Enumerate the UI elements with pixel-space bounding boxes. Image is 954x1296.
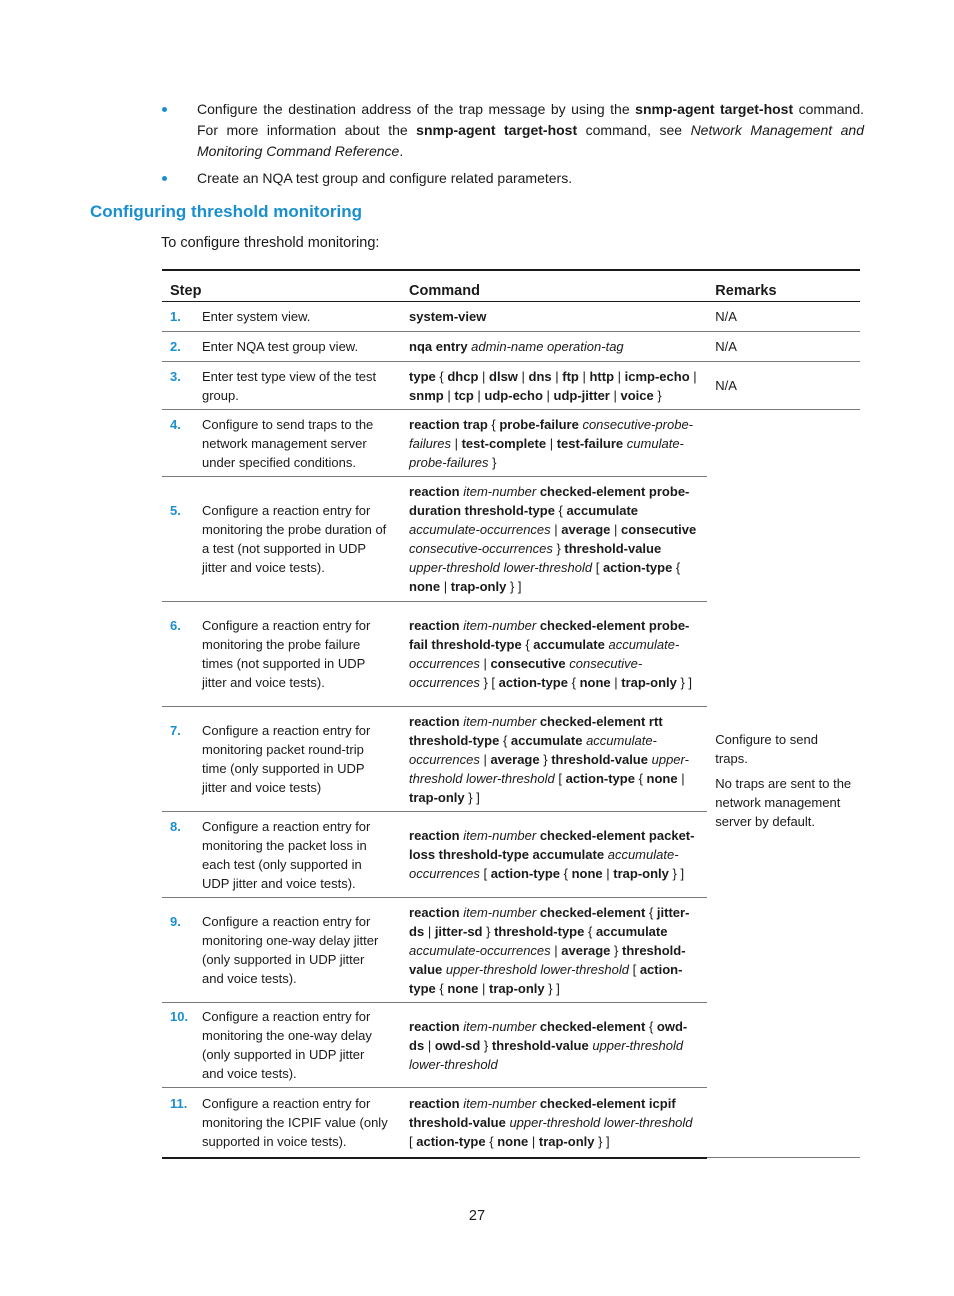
step-cell — [162, 707, 401, 812]
bold-keyword: trap-only — [613, 866, 669, 881]
text-run: [ — [409, 1133, 417, 1149]
remark-paragraph: Configure to send traps. — [715, 732, 818, 766]
text-run: | — [689, 368, 697, 384]
bold-keyword: reaction — [409, 828, 460, 843]
bold-keyword: icmp-echo — [624, 368, 690, 384]
bold-keyword: ftp — [562, 368, 579, 384]
command-cell — [401, 332, 707, 362]
command-cell — [401, 812, 707, 898]
text-run: command. For more information about the — [197, 101, 864, 138]
step-description: Configure a reaction entry for monitoring the probe failure times (not supported in UDP jitter and voice tests). — [202, 618, 371, 690]
bold-keyword: dlsw — [489, 368, 518, 384]
italic-argument: accumulate-occurrences — [409, 942, 551, 958]
bold-keyword: consecutive — [490, 656, 566, 671]
italic-argument: item-number — [463, 1018, 537, 1034]
bold-keyword: none — [497, 1133, 529, 1149]
step-number: 7. — [170, 723, 181, 738]
text-run: | — [443, 387, 455, 403]
bold-keyword: voice — [620, 387, 654, 403]
intro-text: To configure threshold monitoring: — [161, 235, 380, 251]
step-number: 8. — [170, 818, 181, 834]
bold-keyword: checked-element probe-fail threshold-type — [409, 618, 690, 652]
bold-keyword: snmp-agent target-host — [635, 101, 794, 117]
bold-keyword: checked-element rtt threshold-type — [409, 713, 663, 748]
italic-argument: consecutive-probe-failures — [409, 416, 694, 451]
bold-keyword: test-failure — [556, 435, 624, 451]
command-cell — [401, 362, 707, 410]
text-run: | — [478, 368, 490, 384]
step-description: Configure a reaction entry for monitoring the ICPIF value (only supported in voice tests). — [202, 1095, 388, 1149]
step-description: Enter test type view of the test group. — [202, 368, 377, 403]
bold-keyword: none — [571, 866, 603, 881]
bold-keyword: jitter-ds — [409, 904, 690, 939]
text-run: [ — [628, 961, 640, 977]
step-cell — [162, 332, 401, 362]
text-run: { — [499, 732, 511, 748]
text-run: } — [488, 454, 497, 470]
step-cell — [162, 410, 401, 477]
text-run: } — [539, 751, 552, 767]
italic-argument: accumulate-occurrences — [409, 637, 680, 671]
text-run: { — [584, 923, 596, 939]
text-run: | — [517, 368, 529, 384]
text-run: | — [440, 579, 451, 594]
step-cell — [162, 362, 401, 410]
bold-keyword: action-type — [498, 675, 568, 690]
bold-keyword: none — [409, 579, 441, 594]
bold-keyword: accumulate — [510, 732, 583, 748]
header-remarks: Remarks — [707, 270, 860, 302]
text-run: | — [542, 387, 554, 403]
bold-keyword: threshold-value — [551, 751, 648, 767]
command-cell — [401, 477, 707, 602]
text-run: | — [578, 368, 590, 384]
bold-keyword: checked-element icpif threshold-value — [409, 1095, 676, 1130]
bold-keyword: threshold-type — [494, 923, 585, 939]
bold-keyword: reaction — [409, 618, 460, 633]
step-number: 10. — [170, 1009, 189, 1024]
text-run: } ] — [676, 675, 693, 690]
text-run: | — [610, 522, 622, 537]
remarks-cell-shared — [707, 410, 860, 1158]
text-run: | — [610, 675, 622, 690]
step-number: 5. — [170, 503, 181, 518]
bold-keyword: test-complete — [461, 435, 547, 451]
bold-keyword: none — [579, 675, 611, 690]
bold-keyword: checked-element — [539, 1018, 646, 1034]
step-number: 6. — [170, 618, 181, 633]
remarks-cell: N/A — [707, 332, 860, 362]
text-run: [ — [592, 560, 603, 575]
bold-keyword: reaction — [409, 1018, 460, 1034]
step-number: 2. — [170, 339, 181, 354]
italic-argument: consecutive-occurrences — [409, 656, 643, 690]
bold-keyword: reaction — [409, 713, 460, 729]
bold-keyword: udp-jitter — [553, 387, 610, 403]
step-number: 1. — [170, 309, 181, 324]
text-run: { — [485, 1133, 498, 1149]
bold-keyword: tcp — [454, 387, 474, 403]
table-row — [162, 302, 860, 332]
text-run: { — [634, 770, 647, 786]
text-run: [ — [479, 866, 491, 881]
text-run: { — [521, 637, 534, 652]
italic-argument: accumulate-occurrences — [409, 847, 679, 881]
text-run: | — [609, 387, 621, 403]
bullet-text — [197, 101, 864, 159]
step-description: Configure a reaction entry for monitoring the packet loss in each test (only supported in UDP jitter and voice tests). — [202, 818, 371, 891]
table-row — [162, 410, 860, 477]
text-run: } — [480, 1037, 492, 1053]
italic-argument: item-number — [463, 484, 537, 499]
bold-keyword: checked-element — [539, 904, 646, 920]
italic-argument: accumulate-occurrences — [409, 732, 657, 767]
bold-keyword: trap-only — [538, 1133, 595, 1149]
italic-argument: accumulate-occurrences — [409, 522, 551, 537]
italic-argument: consecutive-occurrences — [409, 541, 553, 556]
bold-keyword: checked-element probe-duration threshold-type — [409, 484, 690, 518]
remarks-cell: N/A — [707, 362, 860, 410]
bold-keyword: action-type — [565, 770, 635, 786]
bold-keyword: action-type — [602, 560, 673, 575]
table-body — [162, 302, 860, 1158]
command-cell — [401, 602, 707, 707]
bold-keyword: snmp-agent target-host — [416, 122, 578, 138]
bold-keyword: reaction — [409, 484, 460, 499]
step-number: 3. — [170, 368, 181, 384]
bold-keyword: reaction — [409, 904, 460, 920]
italic-argument: admin-name operation-tag — [471, 339, 624, 354]
command-cell — [401, 302, 707, 332]
bold-keyword: jitter-sd — [434, 923, 483, 939]
italic-argument: item-number — [463, 828, 537, 843]
step-cell — [162, 898, 401, 1003]
italic-argument: item-number — [463, 713, 537, 729]
text-run: | — [614, 368, 625, 384]
command-cell — [401, 707, 707, 812]
text-run: | — [424, 1037, 435, 1053]
bold-keyword: accumulate — [566, 503, 639, 518]
header-command: Command — [401, 270, 707, 302]
bold-keyword: action-type — [416, 1133, 486, 1149]
text-run: { — [487, 416, 500, 432]
bold-keyword: nqa entry — [409, 339, 468, 354]
table-row — [162, 362, 860, 410]
italic-argument: item-number — [463, 904, 537, 920]
step-description: Configure a reaction entry for monitoring packet round-trip time (only supported in UDP jitter and voice tests) — [202, 723, 371, 795]
italic-argument: upper-threshold lower-threshold — [409, 560, 593, 575]
italic-argument: upper-threshold lower-threshold — [409, 1037, 684, 1072]
italic-argument: upper-threshold lower-threshold — [509, 1114, 693, 1130]
bold-keyword: dns — [528, 368, 552, 384]
header-step: Step — [162, 270, 401, 302]
text-run: { — [567, 675, 580, 690]
text-run: } — [653, 387, 662, 403]
text-run: [ — [554, 770, 566, 786]
text-run: Configure the destination address of the trap message by using the — [197, 101, 636, 117]
bold-keyword: accumulate — [533, 637, 605, 652]
bold-keyword: reaction — [409, 1095, 460, 1111]
bold-keyword: http — [589, 368, 615, 384]
text-run: | — [424, 923, 435, 939]
bold-keyword: type — [409, 368, 436, 384]
bold-keyword: threshold-value — [409, 942, 686, 977]
bullet-item — [160, 168, 864, 189]
bullet-item — [160, 99, 864, 162]
text-run: | — [546, 435, 557, 451]
bold-keyword: udp-echo — [484, 387, 543, 403]
italic-argument: item-number — [463, 618, 537, 633]
text-run: | — [473, 387, 485, 403]
text-run: { — [645, 904, 657, 920]
bold-keyword: owd-sd — [434, 1037, 481, 1053]
italic-argument: upper-threshold lower-threshold — [445, 961, 629, 977]
bold-keyword: consecutive — [621, 522, 697, 537]
text-run: | — [479, 751, 491, 767]
bold-keyword: reaction trap — [409, 416, 488, 432]
bold-keyword: owd-ds — [409, 1018, 688, 1053]
step-description: Configure a reaction entry for monitoring the one-way delay (only supported in UDP jitter and voice tests). — [202, 1009, 372, 1081]
text-run: } ] — [544, 980, 560, 996]
bold-keyword: none — [646, 770, 678, 786]
bold-keyword: average — [561, 942, 611, 958]
section-heading: Configuring threshold monitoring — [90, 202, 362, 221]
bold-keyword: probe-failure — [499, 416, 579, 432]
bold-keyword: action-type — [490, 866, 561, 881]
text-run: | — [528, 1133, 539, 1149]
bold-keyword: trap-only — [450, 579, 507, 594]
text-run: | — [550, 942, 562, 958]
command-cell — [401, 898, 707, 1003]
step-cell — [162, 477, 401, 602]
remark-paragraph: No traps are sent to the network management server by default. — [715, 776, 852, 829]
bullet-dot-icon — [162, 107, 167, 112]
text-run: { — [672, 560, 681, 575]
text-run: } [ — [479, 675, 499, 690]
step-cell — [162, 302, 401, 332]
bold-keyword: average — [561, 522, 611, 537]
text-run: { — [554, 503, 567, 518]
bold-keyword: threshold-value — [491, 1037, 589, 1053]
italic-argument: item-number — [463, 1095, 537, 1111]
text-run: | — [479, 656, 491, 671]
text-run: | — [551, 368, 563, 384]
bullet-text — [197, 170, 572, 186]
text-run: } ] — [464, 789, 480, 805]
bold-keyword: trap-only — [621, 675, 677, 690]
step-cell — [162, 1088, 401, 1158]
step-description: Configure a reaction entry for monitoring one-way delay jitter (only supported in UDP jitter and voice tests). — [202, 914, 379, 986]
bold-keyword: checked-element packet-loss threshold-type accumulate — [409, 828, 695, 862]
italic-argument: upper-threshold lower-threshold — [409, 751, 689, 786]
text-run: { — [645, 1018, 657, 1034]
bold-keyword: none — [447, 980, 479, 996]
text-run: . — [399, 143, 404, 159]
bold-keyword: action-type — [409, 961, 683, 996]
text-run: { — [435, 980, 448, 996]
step-number: 4. — [170, 416, 181, 432]
bold-keyword: average — [490, 751, 540, 767]
text-run: | — [450, 435, 462, 451]
text-run: Create an NQA test group and configure related parameters. — [197, 170, 573, 186]
step-number: 11. — [170, 1095, 188, 1111]
bold-keyword: trap-only — [489, 980, 545, 996]
step-description: Configure a reaction entry for monitoring the probe duration of a test (not supported in UDP jitter and voice tests). — [202, 503, 387, 575]
bold-keyword: trap-only — [409, 789, 465, 805]
step-cell — [162, 602, 401, 707]
page-number: 27 — [468, 1208, 486, 1224]
step-cell — [162, 1003, 401, 1088]
text-run: } — [482, 923, 495, 939]
text-run: } ] — [506, 579, 522, 594]
remarks-cell: N/A — [707, 302, 860, 332]
command-table — [162, 269, 860, 1159]
italic-argument: cumulate-probe-failures — [409, 435, 684, 470]
bold-keyword: dhcp — [447, 368, 479, 384]
bold-keyword: system-view — [409, 309, 487, 324]
bold-keyword: accumulate — [595, 923, 668, 939]
bullet-dot-icon — [162, 176, 167, 181]
text-run: } ] — [668, 866, 685, 881]
bullet-list — [160, 99, 864, 195]
text-run: } ] — [594, 1133, 610, 1149]
step-description: Enter system view. — [202, 309, 311, 324]
text-run: } — [552, 541, 565, 556]
text-run: command, see — [577, 122, 691, 138]
step-cell — [162, 812, 401, 898]
text-run: | — [478, 980, 490, 996]
text-run: | — [677, 770, 685, 786]
command-cell — [401, 1003, 707, 1088]
table-row — [162, 332, 860, 362]
step-number: 9. — [170, 914, 181, 929]
text-run: | — [602, 866, 614, 881]
text-run: { — [435, 368, 448, 384]
command-cell — [401, 410, 707, 477]
table-header-row — [162, 270, 860, 302]
step-description: Enter NQA test group view. — [202, 339, 359, 354]
command-cell — [401, 1088, 707, 1158]
text-run: { — [560, 866, 572, 881]
bold-keyword: snmp — [409, 387, 444, 403]
text-run: | — [550, 522, 562, 537]
italic-argument: Network Management and Monitoring Command Reference — [197, 122, 864, 159]
bold-keyword: threshold-value — [564, 541, 662, 556]
text-run: } — [610, 942, 622, 958]
step-description: Configure to send traps to the network management server under specified conditions. — [202, 416, 374, 470]
